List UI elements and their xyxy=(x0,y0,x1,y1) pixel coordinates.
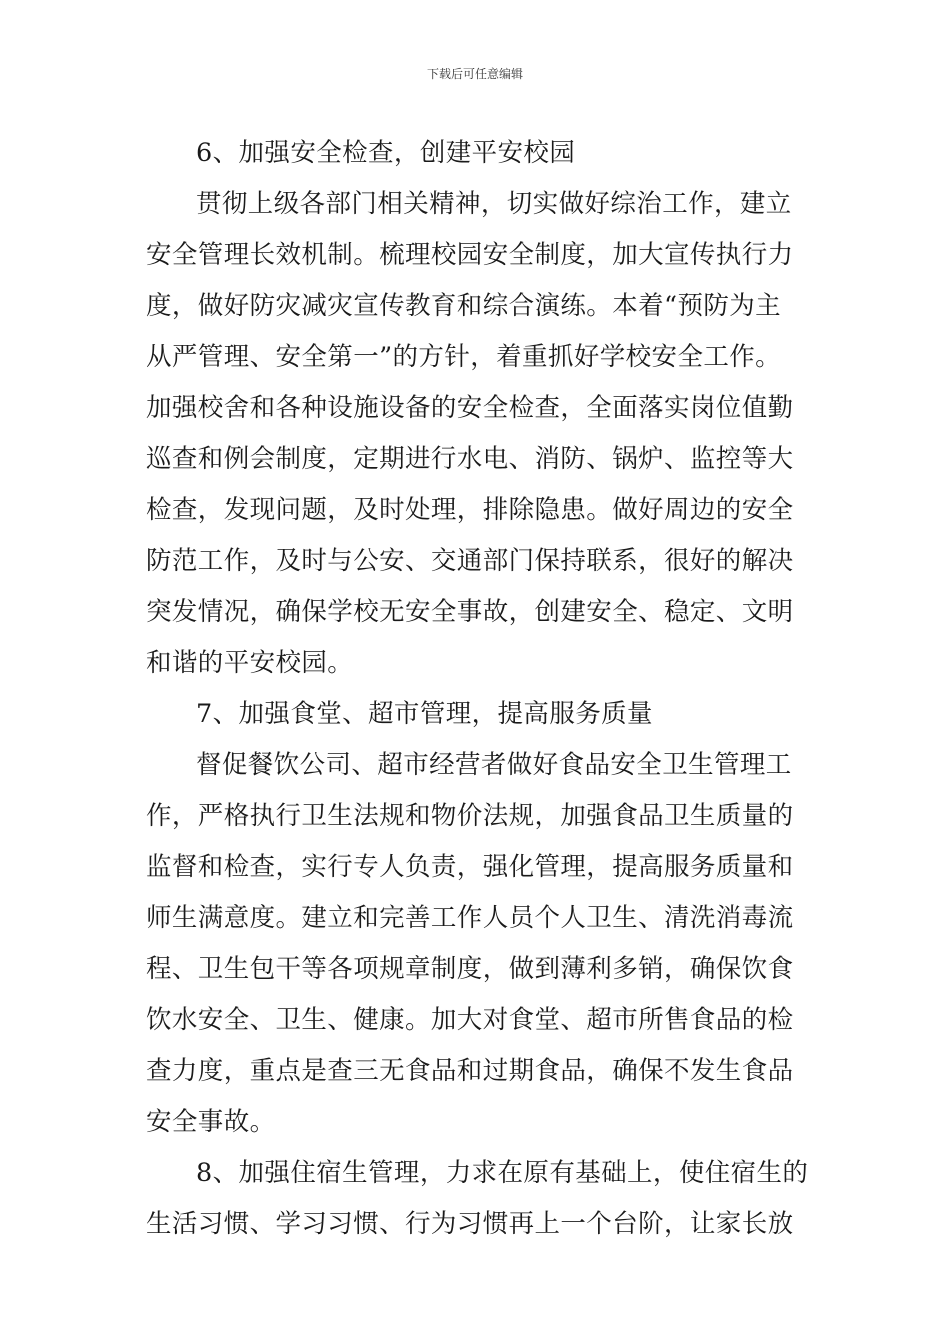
paragraph-line: 师生满意度。建立和完善工作人员个人卫生、清洗消毒流 xyxy=(146,903,794,933)
paragraph-line: 巡查和例会制度，定期进行水电、消防、锅炉、监控等大 xyxy=(146,444,794,474)
paragraph-line: 安全事故。 xyxy=(146,1107,276,1137)
paragraph-line: 查力度，重点是查三无食品和过期食品，确保不发生食品 xyxy=(146,1056,794,1086)
paragraph-line: 贯彻上级各部门相关精神，切实做好综治工作，建立 xyxy=(196,189,792,219)
paragraph-line: 从严管理、安全第一”的方针，着重抓好学校安全工作。 xyxy=(146,342,782,372)
paragraph-line: 督促餐饮公司、超市经营者做好食品安全卫生管理工 xyxy=(196,750,792,780)
document-body xyxy=(146,128,810,1250)
paragraph-line: 加强校舍和各种设施设备的安全检查，全面落实岗位值勤 xyxy=(146,393,794,423)
section-heading: 6、加强安全检查，创建平安校园 xyxy=(196,138,576,168)
page-header: 下载后可任意编辑 xyxy=(426,67,523,81)
paragraph-line: 防范工作，及时与公安、交通部门保持联系，很好的解决 xyxy=(146,546,794,576)
paragraph-line: 安全管理长效机制。梳理校园安全制度，加大宣传执行力 xyxy=(146,240,794,270)
section-heading: 8、加强住宿生管理，力求在原有基础上，使住宿生的 xyxy=(196,1158,809,1188)
paragraph-line: 度，做好防灾减灾宣传教育和综合演练。本着“预防为主 xyxy=(146,291,782,321)
section-heading: 7、加强食堂、超市管理，提高服务质量 xyxy=(196,699,653,729)
paragraph-line: 监督和检查，实行专人负责，强化管理，提高服务质量和 xyxy=(146,852,794,882)
paragraph-line: 和谐的平安校园。 xyxy=(146,648,354,678)
paragraph-line: 检查，发现问题，及时处理，排除隐患。做好周边的安全 xyxy=(146,495,794,525)
paragraph-line: 生活习惯、学习习惯、行为习惯再上一个台阶，让家长放 xyxy=(146,1209,794,1239)
paragraph-line: 程、卫生包干等各项规章制度，做到薄利多销，确保饮食 xyxy=(146,954,794,984)
paragraph-line: 突发情况，确保学校无安全事故，创建安全、稳定、文明 xyxy=(146,597,794,627)
paragraph-line: 作，严格执行卫生法规和物价法规，加强食品卫生质量的 xyxy=(146,801,794,831)
paragraph-line: 饮水安全、卫生、健康。加大对食堂、超市所售食品的检 xyxy=(146,1005,794,1035)
